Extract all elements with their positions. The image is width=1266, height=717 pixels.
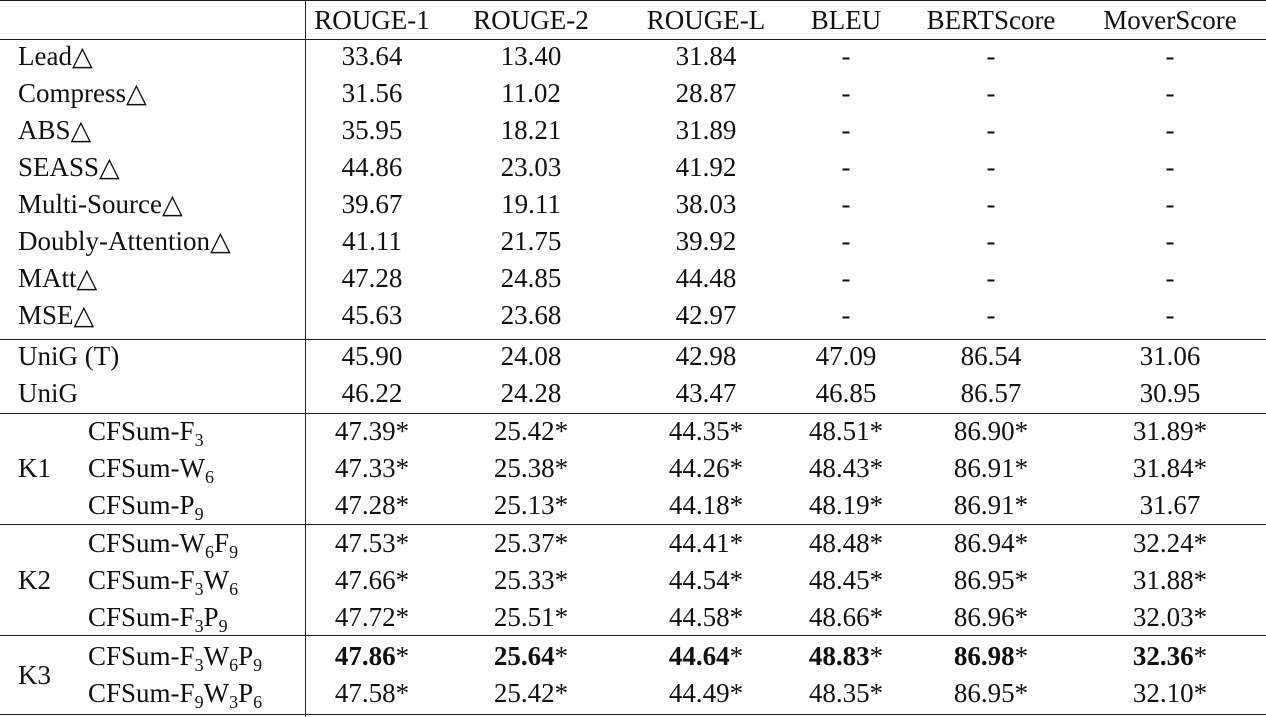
model-name: MAtt△ xyxy=(18,263,98,294)
variant-feature: P xyxy=(203,602,219,633)
variant-base: CFSum- xyxy=(88,453,180,484)
significance-mark: * xyxy=(869,641,884,671)
score-cell xyxy=(766,530,926,557)
significance-mark: * xyxy=(554,678,569,709)
variant-subscript: 3 xyxy=(194,430,204,450)
score-cell: 46.85 xyxy=(815,378,877,409)
score-cell xyxy=(911,455,1071,482)
score-cell xyxy=(1090,604,1250,631)
variant-feature: W xyxy=(179,453,206,484)
variant-subscript: 6 xyxy=(229,579,239,600)
score-cell: 21.75 xyxy=(500,226,562,257)
score-value: 47.53 xyxy=(334,528,396,558)
significance-mark: * xyxy=(395,490,410,521)
variant-subscript: 9 xyxy=(229,542,239,562)
score-value: 25.33 xyxy=(493,565,555,596)
score-cell: 31.89 xyxy=(675,115,737,146)
variant-base: CFSum- xyxy=(88,641,180,671)
score-value: 47.39 xyxy=(334,416,396,446)
variant-subscript: 6 xyxy=(229,655,239,675)
score-cell: - xyxy=(986,152,996,183)
significance-mark: * xyxy=(554,416,569,446)
score-cell: 46.22 xyxy=(341,378,403,409)
score-cell: 44.86 xyxy=(341,152,403,183)
significance-mark: * xyxy=(1014,528,1029,558)
score-cell xyxy=(1090,418,1250,445)
score-cell: 24.85 xyxy=(500,263,562,294)
variant-base: CFSum- xyxy=(88,602,180,633)
score-cell xyxy=(292,567,452,594)
score-cell: 23.68 xyxy=(500,300,562,331)
significance-mark: * xyxy=(554,528,569,558)
score-cell xyxy=(292,455,452,482)
score-value: 44.18 xyxy=(668,490,730,521)
variant-subscript: 3 xyxy=(194,579,204,600)
variant-subscript: 9 xyxy=(194,504,204,525)
score-cell: 28.87 xyxy=(675,78,737,109)
significance-mark: * xyxy=(869,453,884,484)
score-value: 86.91 xyxy=(953,453,1015,484)
score-value: 47.28 xyxy=(334,490,396,521)
score-value: 31.84 xyxy=(1132,453,1194,484)
score-cell: - xyxy=(841,300,851,331)
score-cell xyxy=(626,455,786,482)
significance-mark: * xyxy=(395,416,410,446)
score-cell: - xyxy=(841,189,851,220)
significance-mark: * xyxy=(554,565,569,596)
score-cell: 42.98 xyxy=(675,341,737,371)
score-cell: - xyxy=(1165,300,1175,331)
variant-base: CFSum- xyxy=(88,565,180,596)
score-cell xyxy=(292,680,452,707)
score-cell: 38.03 xyxy=(675,189,737,220)
score-cell xyxy=(451,418,611,445)
variant-name xyxy=(88,678,263,713)
score-value: 48.35 xyxy=(808,678,870,709)
significance-mark: * xyxy=(1193,528,1208,558)
significance-mark: * xyxy=(869,678,884,709)
variant-name xyxy=(88,453,215,488)
score-value: 47.33 xyxy=(334,453,396,484)
significance-mark: * xyxy=(729,528,744,558)
score-value: 32.24 xyxy=(1132,528,1194,558)
score-value: 44.54 xyxy=(668,565,730,596)
significance-mark: * xyxy=(554,641,569,671)
significance-mark: * xyxy=(729,490,744,521)
score-cell xyxy=(626,418,786,445)
score-cell xyxy=(626,567,786,594)
score-cell xyxy=(911,530,1071,557)
variant-subscript: 6 xyxy=(205,542,215,562)
score-value: 48.45 xyxy=(808,565,870,596)
significance-mark: * xyxy=(1014,490,1029,521)
score-cell xyxy=(766,643,926,670)
score-cell: - xyxy=(841,41,851,71)
score-cell xyxy=(292,492,452,519)
variant-subscript: 3 xyxy=(229,692,239,713)
score-cell xyxy=(451,680,611,707)
significance-mark: * xyxy=(1014,453,1029,484)
score-cell: - xyxy=(841,78,851,109)
model-name: UniG xyxy=(18,378,78,409)
variant-name xyxy=(88,528,239,562)
score-cell: - xyxy=(841,226,851,257)
variant-base: CFSum- xyxy=(88,678,180,709)
score-cell xyxy=(626,604,786,631)
score-value: 48.43 xyxy=(808,453,870,484)
model-name: MSE△ xyxy=(18,300,95,331)
score-value: 86.96 xyxy=(953,602,1015,633)
score-value: 86.98 xyxy=(953,641,1015,671)
score-value: 47.66 xyxy=(334,565,396,596)
significance-mark: * xyxy=(1193,678,1208,709)
significance-mark: * xyxy=(729,678,744,709)
significance-mark: * xyxy=(554,490,569,521)
score-cell: 43.47 xyxy=(675,378,737,409)
score-value: 25.64 xyxy=(493,641,555,671)
score-value: 47.86 xyxy=(334,641,396,671)
score-cell: 39.92 xyxy=(675,226,737,257)
score-cell: - xyxy=(986,300,996,331)
significance-mark: * xyxy=(729,602,744,633)
variant-feature: F xyxy=(179,678,195,709)
score-cell xyxy=(766,567,926,594)
significance-mark: * xyxy=(1014,602,1029,633)
column-header: BLEU xyxy=(810,5,882,35)
variant-base: CFSum- xyxy=(88,528,180,558)
score-cell: 86.54 xyxy=(960,341,1022,371)
model-name: Multi-Source△ xyxy=(18,189,183,220)
score-cell xyxy=(766,455,926,482)
variant-subscript: 6 xyxy=(205,467,215,488)
score-cell: - xyxy=(986,226,996,257)
score-value: 25.42 xyxy=(493,416,555,446)
score-value: 25.51 xyxy=(493,602,555,633)
score-cell: - xyxy=(1165,189,1175,220)
column-header: ROUGE-2 xyxy=(473,5,589,35)
score-cell: 86.57 xyxy=(960,378,1022,409)
score-value: 44.64 xyxy=(668,641,730,671)
score-cell xyxy=(626,643,786,670)
score-cell: 41.92 xyxy=(675,152,737,183)
variant-feature: W xyxy=(203,678,230,709)
score-cell xyxy=(911,604,1071,631)
significance-mark: * xyxy=(395,678,410,709)
score-cell: 11.02 xyxy=(501,78,561,109)
score-cell xyxy=(451,455,611,482)
score-cell: - xyxy=(1165,263,1175,294)
score-cell xyxy=(766,418,926,445)
column-header: BERTScore xyxy=(926,5,1056,35)
score-cell: - xyxy=(986,78,996,109)
score-cell: - xyxy=(1165,152,1175,183)
score-cell: 24.28 xyxy=(500,378,562,409)
score-cell xyxy=(766,604,926,631)
horizontal-rule xyxy=(0,39,1266,40)
score-cell xyxy=(1090,567,1250,594)
score-cell: - xyxy=(1165,41,1175,71)
score-cell xyxy=(911,492,1071,519)
model-name: Doubly-Attention△ xyxy=(18,226,231,257)
significance-mark: * xyxy=(1014,565,1029,596)
score-value: 86.94 xyxy=(953,528,1015,558)
variant-name xyxy=(88,602,228,637)
score-value: 32.03 xyxy=(1132,602,1194,633)
score-cell: 31.84 xyxy=(675,41,737,71)
horizontal-rule xyxy=(0,714,1266,715)
significance-mark: * xyxy=(1193,565,1208,596)
significance-mark: * xyxy=(395,641,410,671)
score-cell xyxy=(626,680,786,707)
score-cell: - xyxy=(841,152,851,183)
score-cell: 47.09 xyxy=(815,341,877,371)
score-cell: 33.64 xyxy=(341,41,403,71)
variant-feature: P xyxy=(238,678,254,709)
score-cell: - xyxy=(1165,78,1175,109)
score-cell: 19.11 xyxy=(501,189,561,220)
score-cell: - xyxy=(986,41,996,71)
score-value: 25.13 xyxy=(493,490,555,521)
significance-mark: * xyxy=(1193,453,1208,484)
score-cell: 30.95 xyxy=(1139,378,1201,409)
variant-feature: F xyxy=(179,565,195,596)
score-cell xyxy=(451,604,611,631)
variant-name xyxy=(88,416,204,450)
score-cell: - xyxy=(986,189,996,220)
score-cell: 18.21 xyxy=(500,115,562,146)
score-cell xyxy=(451,530,611,557)
significance-mark: * xyxy=(1014,641,1029,671)
horizontal-rule xyxy=(0,524,1266,525)
horizontal-rule xyxy=(0,635,1266,636)
model-name: UniG (T) xyxy=(18,341,120,371)
score-cell xyxy=(626,492,786,519)
group-label: K1 xyxy=(18,453,51,484)
score-cell xyxy=(292,643,452,670)
score-cell xyxy=(766,680,926,707)
model-name: ABS△ xyxy=(18,115,92,146)
significance-mark: * xyxy=(869,416,884,446)
variant-feature: P xyxy=(238,641,254,671)
significance-mark: * xyxy=(395,453,410,484)
column-header: MoverScore xyxy=(1103,5,1237,35)
model-name: Compress△ xyxy=(18,78,147,109)
score-cell xyxy=(1090,643,1250,670)
score-cell: - xyxy=(1165,226,1175,257)
variant-subscript: 9 xyxy=(253,655,263,675)
score-cell: 45.63 xyxy=(341,300,403,331)
variant-subscript: 3 xyxy=(194,616,204,637)
score-cell: - xyxy=(1165,115,1175,146)
score-cell xyxy=(911,567,1071,594)
score-value: 47.58 xyxy=(334,678,396,709)
score-value: 86.90 xyxy=(953,416,1015,446)
score-cell xyxy=(626,530,786,557)
score-value: 44.35 xyxy=(668,416,730,446)
score-cell: 24.08 xyxy=(500,341,562,371)
score-value: 31.67 xyxy=(1139,490,1201,521)
score-cell: - xyxy=(841,263,851,294)
score-value: 48.51 xyxy=(808,416,870,446)
score-cell xyxy=(911,680,1071,707)
model-name: Lead△ xyxy=(18,41,93,71)
group-label: K3 xyxy=(18,659,51,690)
score-cell xyxy=(1090,455,1250,482)
score-cell xyxy=(451,492,611,519)
variant-feature: P xyxy=(179,490,195,521)
variant-feature: F xyxy=(179,641,195,671)
score-value: 86.95 xyxy=(953,678,1015,709)
variant-base: CFSum- xyxy=(88,416,180,446)
score-cell: 31.56 xyxy=(341,78,403,109)
significance-mark: * xyxy=(395,565,410,596)
score-cell: 23.03 xyxy=(500,152,562,183)
significance-mark: * xyxy=(395,528,410,558)
significance-mark: * xyxy=(1014,416,1029,446)
score-value: 86.95 xyxy=(953,565,1015,596)
score-value: 25.38 xyxy=(493,453,555,484)
score-cell xyxy=(292,530,452,557)
score-cell: 42.97 xyxy=(675,300,737,331)
score-cell xyxy=(1090,680,1250,707)
variant-feature: W xyxy=(203,565,230,596)
significance-mark: * xyxy=(729,565,744,596)
model-name: SEASS△ xyxy=(18,152,120,183)
significance-mark: * xyxy=(1193,641,1208,671)
significance-mark: * xyxy=(869,602,884,633)
significance-mark: * xyxy=(729,416,744,446)
score-value: 44.41 xyxy=(668,528,730,558)
score-value: 31.88 xyxy=(1132,565,1194,596)
significance-mark: * xyxy=(729,641,744,671)
score-cell: 31.06 xyxy=(1139,341,1201,371)
variant-subscript: 3 xyxy=(194,655,204,675)
significance-mark: * xyxy=(1193,602,1208,633)
score-value: 44.26 xyxy=(668,453,730,484)
score-value: 86.91 xyxy=(953,490,1015,521)
score-cell xyxy=(766,492,926,519)
score-cell: - xyxy=(841,115,851,146)
significance-mark: * xyxy=(869,490,884,521)
score-value: 48.19 xyxy=(808,490,870,521)
score-value: 32.36 xyxy=(1132,641,1194,671)
score-cell: - xyxy=(986,115,996,146)
score-cell: 47.28 xyxy=(341,263,403,294)
score-value: 48.66 xyxy=(808,602,870,633)
variant-name xyxy=(88,490,204,525)
score-cell xyxy=(451,567,611,594)
score-value: 48.83 xyxy=(808,641,870,671)
variant-feature: F xyxy=(179,416,195,446)
variant-feature: W xyxy=(203,641,230,671)
score-cell: 39.67 xyxy=(341,189,403,220)
column-header: ROUGE-L xyxy=(646,5,766,35)
significance-mark: * xyxy=(729,453,744,484)
score-value: 48.48 xyxy=(808,528,870,558)
variant-subscript: 9 xyxy=(194,692,204,713)
score-value: 47.72 xyxy=(334,602,396,633)
score-value: 32.10 xyxy=(1132,678,1194,709)
significance-mark: * xyxy=(395,602,410,633)
score-cell xyxy=(292,418,452,445)
score-cell: 41.11 xyxy=(342,226,402,257)
significance-mark: * xyxy=(869,565,884,596)
variant-name xyxy=(88,641,263,675)
horizontal-rule xyxy=(0,413,1266,414)
horizontal-rule xyxy=(0,0,1266,1)
score-cell: - xyxy=(986,263,996,294)
horizontal-rule xyxy=(0,339,1266,340)
significance-mark: * xyxy=(1014,678,1029,709)
score-cell xyxy=(292,604,452,631)
score-cell: 13.40 xyxy=(500,41,562,71)
score-value: 44.58 xyxy=(668,602,730,633)
group-label: K2 xyxy=(18,565,51,596)
variant-subscript: 6 xyxy=(253,692,263,713)
score-cell xyxy=(1090,530,1250,557)
significance-mark: * xyxy=(554,453,569,484)
significance-mark: * xyxy=(869,528,884,558)
variant-feature: F xyxy=(214,528,230,558)
significance-mark: * xyxy=(1193,416,1208,446)
score-cell: 44.48 xyxy=(675,263,737,294)
variant-feature: W xyxy=(179,528,206,558)
score-cell: 45.90 xyxy=(341,341,403,371)
variant-subscript: 9 xyxy=(218,616,228,637)
score-value: 25.42 xyxy=(493,678,555,709)
score-value: 25.37 xyxy=(493,528,555,558)
score-value: 44.49 xyxy=(668,678,730,709)
score-cell xyxy=(911,418,1071,445)
score-cell: 35.95 xyxy=(341,115,403,146)
score-cell xyxy=(911,643,1071,670)
score-value: 31.89 xyxy=(1132,416,1194,446)
score-cell xyxy=(1090,492,1250,519)
variant-feature: F xyxy=(179,602,195,633)
significance-mark: * xyxy=(554,602,569,633)
column-header: ROUGE-1 xyxy=(314,5,430,35)
score-cell xyxy=(451,643,611,670)
variant-base: CFSum- xyxy=(88,490,180,521)
variant-name xyxy=(88,565,239,600)
